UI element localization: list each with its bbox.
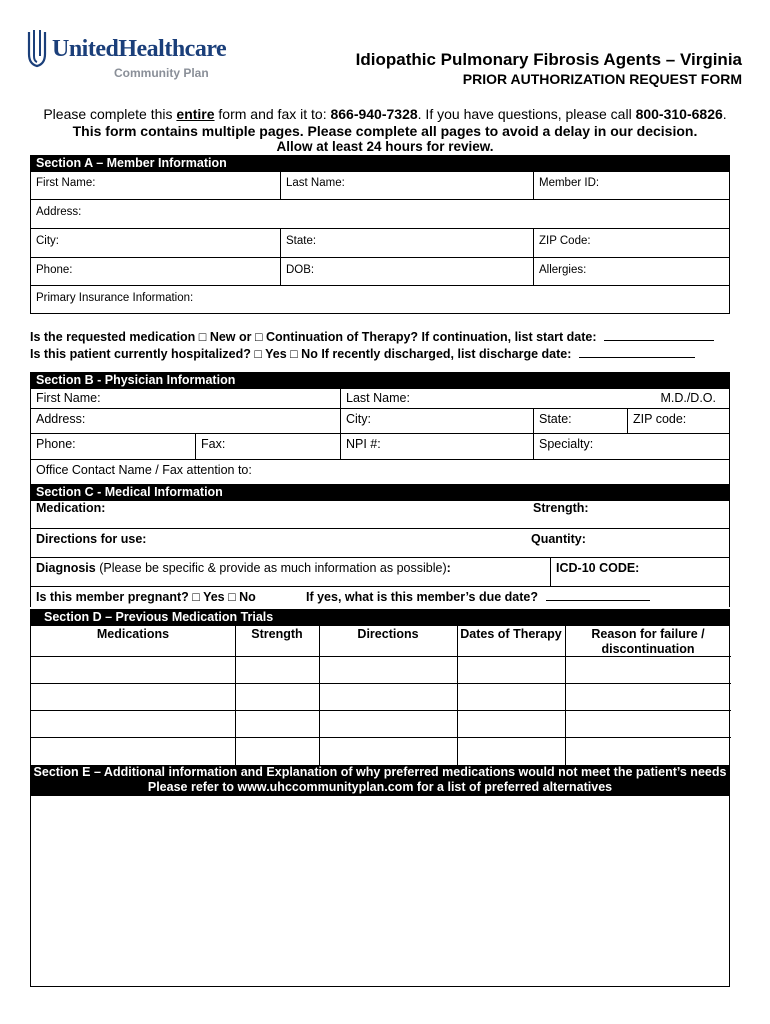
- intro-text: . If you have questions, please call: [417, 106, 636, 122]
- logo-subtitle: Community Plan: [114, 66, 209, 80]
- physician-npi[interactable]: NPI #:: [346, 437, 381, 451]
- intro-text: Please complete this: [43, 106, 177, 122]
- column-strength: Strength: [251, 627, 303, 641]
- physician-phone[interactable]: Phone:: [36, 437, 76, 451]
- section-e-header: [30, 765, 730, 795]
- due-date-text: If yes, what is this member’s due date?: [306, 590, 539, 604]
- diagnosis-field[interactable]: [30, 558, 550, 586]
- member-id[interactable]: Member ID:: [539, 177, 600, 189]
- physician-row-3: [30, 434, 730, 460]
- member-state[interactable]: State:: [286, 235, 317, 247]
- member-row-3: [30, 229, 730, 258]
- medical-row-3: [30, 558, 730, 587]
- section-c-header: [30, 484, 730, 500]
- member-row-1: [30, 171, 730, 200]
- intro-text: .: [722, 106, 727, 122]
- intro-entire: entire: [176, 106, 215, 122]
- pregnant-question[interactable]: Is this member pregnant? □ Yes □ No: [36, 590, 256, 604]
- physician-zip[interactable]: ZIP code:: [633, 412, 687, 426]
- section-d-header: [30, 609, 730, 625]
- table-row[interactable]: [31, 684, 731, 711]
- quantity-field[interactable]: Quantity:: [531, 532, 586, 546]
- physician-address[interactable]: Address:: [36, 412, 86, 426]
- column-reason: Reason for failure / discontinuation: [591, 627, 705, 656]
- member-dob[interactable]: DOB:: [286, 264, 315, 276]
- physician-office-contact[interactable]: Office Contact Name / Fax attention to:: [36, 463, 252, 477]
- member-row-2: [30, 200, 730, 229]
- section-a-title: Section A – Member Information: [36, 156, 227, 170]
- due-date-question[interactable]: [300, 587, 730, 607]
- member-city[interactable]: City:: [36, 235, 59, 247]
- fax-number: 866-940-7328: [330, 106, 418, 122]
- member-zip[interactable]: ZIP Code:: [539, 235, 591, 247]
- column-medications: Medications: [96, 627, 170, 641]
- section-c-title: Section C - Medical Information: [36, 485, 223, 499]
- medical-row-2: [30, 529, 730, 558]
- intro-line-3: Allow at least 24 hours for review.: [276, 139, 494, 154]
- start-date-blank[interactable]: [604, 340, 714, 341]
- section-e-title: Section E – Additional information and Explanation of why preferred medications would not meet the patient’s needs: [33, 765, 727, 779]
- column-dates-of-therapy: Dates of Therapy: [460, 627, 562, 641]
- page-subtitle: PRIOR AUTHORIZATION REQUEST FORM: [462, 71, 742, 87]
- member-last-name[interactable]: Last Name:: [286, 177, 345, 189]
- table-row[interactable]: [31, 738, 731, 766]
- physician-fax[interactable]: Fax:: [201, 437, 226, 451]
- section-b-header: [30, 372, 730, 388]
- physician-first-name[interactable]: First Name:: [36, 391, 101, 405]
- intro-line-2: This form contains multiple pages. Please complete all pages to avoid a delay in our decision.: [72, 123, 698, 139]
- member-address[interactable]: Address:: [36, 206, 82, 218]
- medication-trials-table: [30, 625, 730, 765]
- member-insurance[interactable]: Primary Insurance Information:: [36, 292, 194, 304]
- pregnancy-row: [30, 587, 730, 607]
- diagnosis-hint: (Please be specific & provide as much information as possible): [95, 561, 447, 575]
- physician-city[interactable]: City:: [346, 412, 371, 426]
- phone-number: 800-310-6826: [635, 106, 723, 122]
- section-d-title: Section D – Previous Medication Trials: [44, 610, 274, 624]
- physician-row-1: [30, 388, 730, 409]
- directions-field[interactable]: Directions for use:: [36, 532, 147, 546]
- additional-info-field[interactable]: [30, 795, 730, 987]
- section-a-header: [30, 155, 730, 171]
- physician-row-2: [30, 409, 730, 434]
- physician-md-do[interactable]: M.D./D.O.: [660, 391, 716, 405]
- physician-row-4: [30, 460, 730, 484]
- section-e-subtitle: Please refer to www.uhccommunityplan.com for a list of preferred alternatives: [147, 780, 613, 794]
- medication-field[interactable]: Medication:: [36, 501, 106, 515]
- table-row[interactable]: [31, 657, 731, 684]
- diagnosis-label: Diagnosis: [36, 561, 96, 575]
- discharge-date-blank[interactable]: [579, 357, 695, 358]
- column-directions: Directions: [357, 627, 419, 641]
- due-date-blank[interactable]: [546, 600, 650, 601]
- hospitalized-question: [30, 347, 695, 361]
- intro-line-1: [0, 106, 770, 122]
- table-row[interactable]: [31, 711, 731, 738]
- member-phone[interactable]: Phone:: [36, 264, 73, 276]
- medical-row-1: [30, 500, 730, 529]
- logo: [26, 28, 226, 84]
- member-row-4: [30, 258, 730, 286]
- section-b-title: Section B - Physician Information: [36, 373, 236, 387]
- strength-field[interactable]: Strength:: [533, 501, 589, 515]
- physician-state[interactable]: State:: [539, 412, 572, 426]
- diagnosis-colon: :: [446, 561, 451, 575]
- medication-status-text: Is the requested medication □ New or □ Continuation of Therapy? If continuation, list start date:: [30, 330, 597, 344]
- physician-specialty[interactable]: Specialty:: [539, 437, 594, 451]
- physician-last-name[interactable]: Last Name:: [346, 391, 410, 405]
- intro-text: form and fax it to:: [214, 106, 331, 122]
- page-title: Idiopathic Pulmonary Fibrosis Agents – Virginia: [355, 50, 742, 69]
- member-row-5: [30, 286, 730, 314]
- hospitalized-text: Is this patient currently hospitalized? □ Yes □ No If recently discharged, list discharge date:: [30, 347, 572, 361]
- uhc-logo-mark-icon: [26, 28, 48, 68]
- medication-status-question: [30, 330, 714, 344]
- member-allergies[interactable]: Allergies:: [539, 264, 587, 276]
- logo-name: UnitedHealthcare: [52, 36, 227, 62]
- icd10-field[interactable]: ICD-10 CODE:: [556, 561, 640, 575]
- member-first-name[interactable]: First Name:: [36, 177, 96, 189]
